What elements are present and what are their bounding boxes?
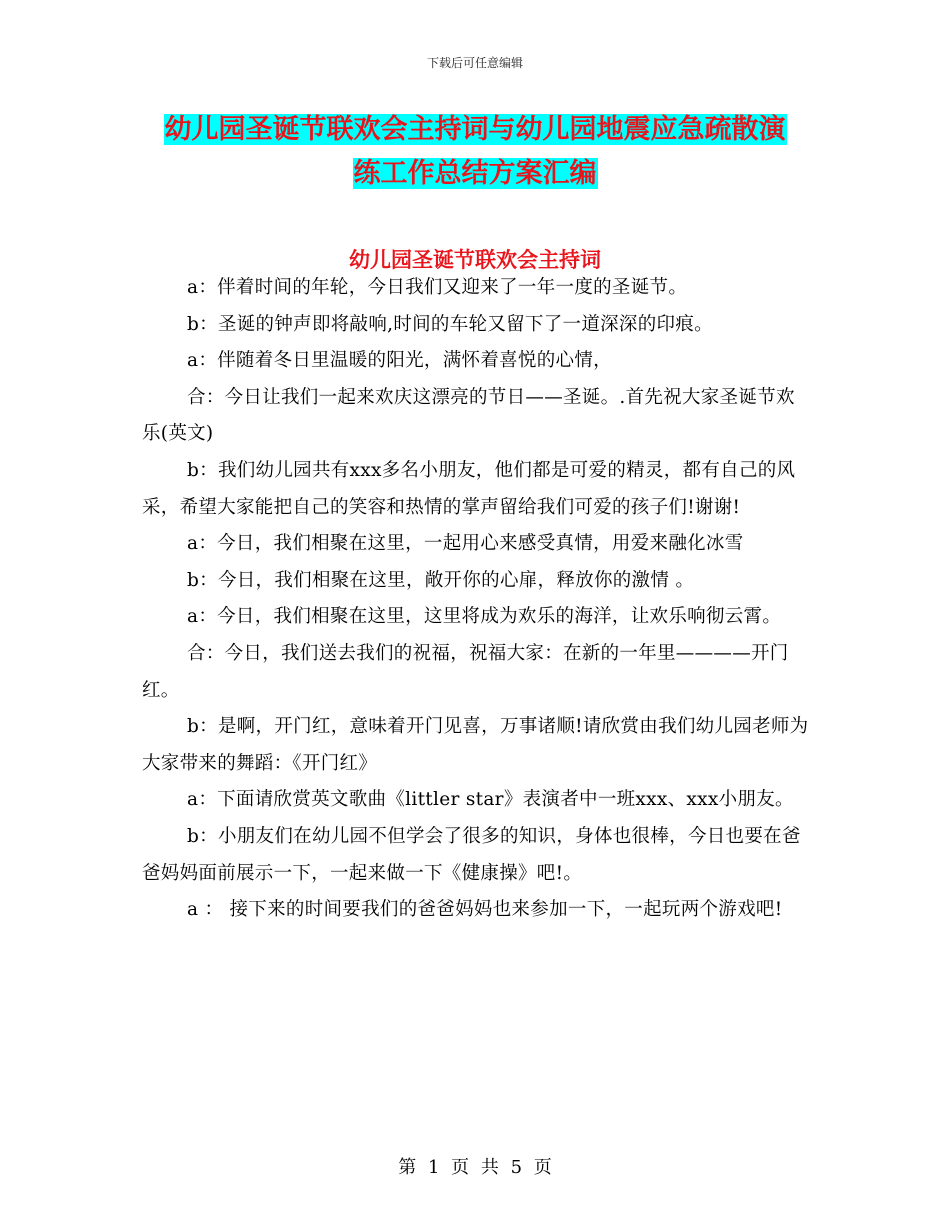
paragraph: b：今日，我们相聚在这里，敞开你的心扉，释放你的激情 。 xyxy=(187,569,695,591)
paragraph: a：今日，我们相聚在这里，一起用心来感受真情，用爱来融化冰雪 xyxy=(187,533,744,555)
paragraph: a ： 接下来的时间要我们的爸爸妈妈也来参加一下，一起玩两个游戏吧! xyxy=(187,899,783,921)
header-note: 下载后可任意编辑 xyxy=(426,56,523,70)
paragraph: a：今日，我们相聚在这里，这里将成为欢乐的海洋，让欢乐响彻云霄。 xyxy=(187,606,782,628)
page-number-footer: 第 1 页 共 5 页 xyxy=(398,1157,552,1178)
paragraph: b：是啊，开门红，意味着开门见喜，万事诸顺!请欣赏由我们幼儿园老师为大家带来的舞蹈：《开门红》 xyxy=(142,716,809,774)
paragraph: a：下面请欣赏英文歌曲《littler star》表演者中一班xxx、xxx小朋友。 xyxy=(187,789,794,811)
title-highlight-1: 幼儿园圣诞节联欢会主持词与幼儿园地震应急疏散演 xyxy=(164,114,786,145)
section-title: 幼儿园圣诞节联欢会主持词 xyxy=(349,247,601,272)
paragraph: a：伴着时间的年轮，今日我们又迎来了一年一度的圣诞节。 xyxy=(187,277,688,298)
paragraph: a：伴随着冬日里温暖的阳光，满怀着喜悦的心情， xyxy=(187,350,612,372)
paragraph: b：我们幼儿园共有xxx多名小朋友，他们都是可爱的精灵，都有自己的风采，希望大家能把自己的笑容和热情的掌声留给我们可爱的孩子们!谢谢! xyxy=(142,459,796,518)
document-title-line-1 xyxy=(140,112,810,148)
paragraph: b：小朋友们在幼儿园不但学会了很多的知识，身体也很棒，今日也要在爸爸妈妈面前展示一下，一起来做一下《健康操》吧!。 xyxy=(142,825,801,884)
document-body xyxy=(142,270,810,929)
paragraph: 合：今日，我们送去我们的祝福，祝福大家：在新的一年里————开门红。 xyxy=(142,642,789,701)
document-title-line-2 xyxy=(140,156,810,192)
paragraph: b：圣诞的钟声即将敲响,时间的车轮又留下了一道深深的印痕。 xyxy=(187,313,713,335)
paragraph: 合：今日让我们一起来欢庆这漂亮的节日——圣诞。.首先祝大家圣诞节欢乐(英文) xyxy=(142,386,795,445)
title-highlight-2: 练工作总结方案汇编 xyxy=(353,158,597,189)
